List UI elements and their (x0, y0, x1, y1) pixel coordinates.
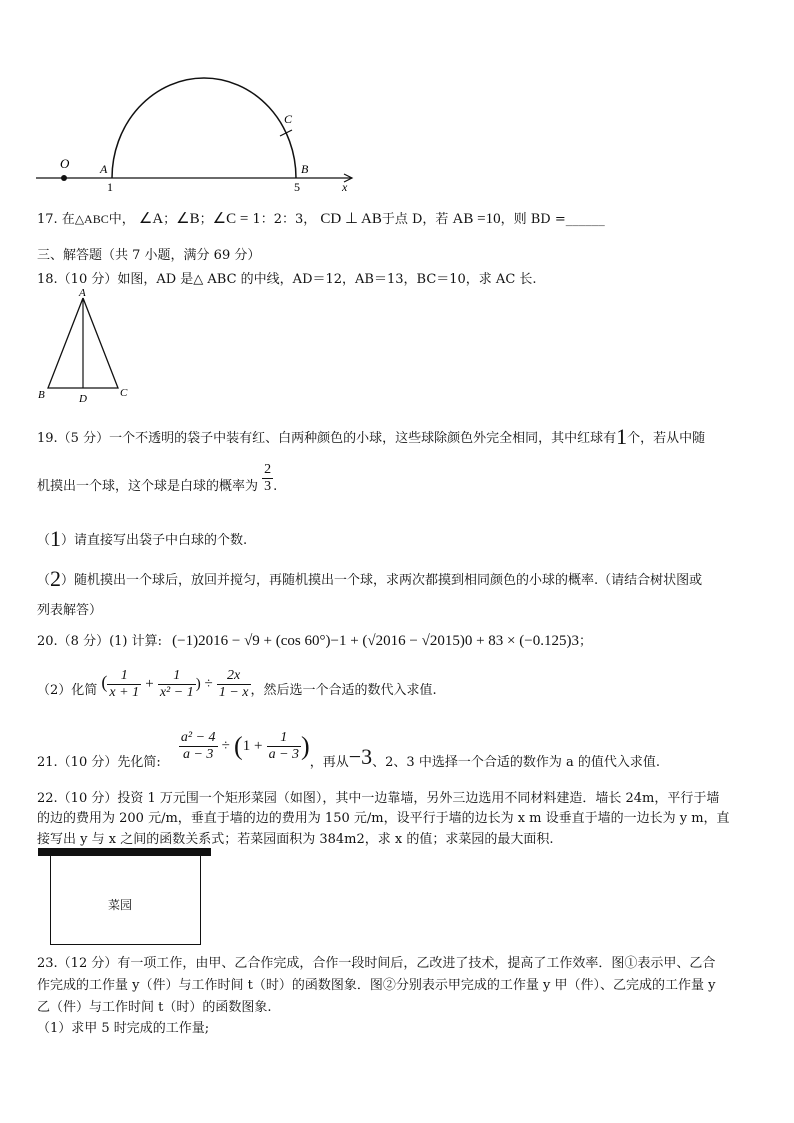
section-3-heading: 三、解答题（共 7 小题，满分 69 分） (37, 248, 261, 263)
question-22-line-1: 22.（10 分）投资 1 万元围一个矩形菜园（如图），其中一边靠墙，另外三边选用不同材料建造．墙长 24m，平行于墙 (37, 791, 720, 806)
q17-zhong: 中， (108, 212, 135, 227)
q17-angle-b: ∠B (176, 211, 200, 227)
question-19-part-2: （2）随机摸出一个球后，放回并搅匀，再随机摸出一个球，求两次都摸到相同颜色的小球的概率.（请结合树状图或 (37, 566, 703, 591)
fig18-label-c: C (120, 387, 128, 399)
q21-f1-den: a − 3 (182, 747, 214, 762)
q19-frac-numerator: 2 (264, 462, 272, 477)
question-19-line-2 (37, 462, 277, 495)
q20-fraction-2 (158, 668, 196, 701)
q19-frac-denominator: 3 (264, 479, 272, 494)
q17-prefix: 17. 在 (37, 212, 75, 227)
garden-wall (38, 848, 211, 856)
question-23-line-3: 乙（件）与工作时间 t（时）的函数图象. (37, 1000, 272, 1015)
q17-angle-a: ∠A (138, 211, 164, 227)
question-20-part-1 (37, 630, 592, 650)
point-o (61, 175, 67, 181)
question-23-line-2: 作完成的工作量 y（件）与工作时间 t（时）的函数图象．图②分别表示甲完成的工作量 y 甲（件）、乙完成的工作量 y (37, 978, 716, 993)
q20-divide: ) ÷ (195, 676, 213, 692)
q20-prefix: 20.（8 分）(1) 计算: (37, 634, 163, 649)
question-17 (37, 208, 605, 228)
q20-part2-tail: ，然后选一个合适的数代入求值. (250, 683, 437, 698)
q17-cd-perp-ab: CD ⊥ AB (320, 211, 382, 227)
question-20-part-2: （2）化简 ( $\frac{1}{x + 1}$ + $\frac{1}{\text{x² − 1}}$ ) ÷ $\frac{2x}{1 - x}$ ，然后选一个合适的数代入求值. (37, 668, 437, 700)
q19-part1-text: 请直接写出袋子中白球的个数. (74, 533, 248, 548)
question-23-line-1: 23.（12 分）有一项工作，由甲、乙合作完成，合作一段时间后，乙改进了技术，提高了工作效率．图①表示甲、乙合 (37, 956, 716, 971)
q20-plus: + (145, 676, 154, 692)
semicircle-arc (112, 78, 296, 178)
garden-label: 菜园 (108, 898, 133, 912)
question-18-text: 18.（10 分）如图，AD 是△ ABC 的中线，AD＝12，AB＝13，BC＝10，求 AC 长. (37, 272, 537, 287)
q20-f3-num: 2x (217, 668, 251, 685)
q19-line1b: 个，若从中随 (627, 431, 706, 446)
q20-f1-num: 1 (107, 668, 141, 685)
q21-neg-three: −3 (348, 744, 373, 769)
q19-probability-fraction (262, 462, 273, 495)
q21-tail-b: 、2、3 中选择一个合适的数作为 a 的值代入求值. (372, 755, 660, 770)
question-21: 21.（10 分）先化简: $\frac{\text{a² − 4}}{a - 3}$ ÷ (1 + $\frac{1}{a - 3}$ )，再从−3、2、3 中选择一个合适的数作为 a 的值代入求值. (37, 730, 660, 770)
q21-inner: 1 + (242, 738, 263, 754)
tick-label-1: 1 (107, 180, 113, 194)
q17-ratio: 1：2：3， (252, 212, 317, 227)
q21-f1-num: a² − 4 (180, 730, 216, 745)
q21-prefix: 21.（10 分）先化简: (37, 755, 161, 770)
q19-part2-text: 随机摸出一个球后，放回并搅匀，再随机摸出一个球，求两次都摸到相同颜色的小球的概率.（请结合树状图或 (74, 573, 703, 588)
fig18-label-a: A (79, 288, 86, 299)
q20-expression: (−1)2016 − √9 + (cos 60°)−1 + (√2016 − √2015)0 + 83 × (−0.125)3 (172, 633, 579, 649)
label-b: B (301, 162, 309, 176)
q21-f2-den: a − 3 (268, 747, 300, 762)
fig18-label-b: B (38, 389, 45, 401)
label-c: C (284, 112, 293, 126)
q19-part1-number: 1 (50, 526, 62, 551)
q17-ab-10: AB =10 (452, 211, 501, 227)
q19-line2a: 机摸出一个球，这个球是白球的概率为 (37, 479, 259, 494)
label-a: A (100, 162, 108, 176)
number-line-semicircle-figure (30, 60, 360, 195)
q20-fraction-1 (107, 668, 141, 701)
q21-tail-a: ，再从 (309, 755, 349, 770)
q21-fraction-1 (179, 730, 218, 763)
q19-line1a: 19.（5 分）一个不透明的袋子中装有红、白两种颜色的小球，这些球除颜色外完全相同，其中红球有 (37, 431, 617, 446)
q20-f2-den: x² − 1 (159, 685, 194, 700)
q19-red-count: 1 (616, 424, 628, 449)
question-19-line-1 (37, 424, 705, 450)
label-o: O (60, 156, 70, 171)
q17-foot: 于点 D，若 (381, 212, 449, 227)
q17-sep2: ； (199, 212, 213, 227)
q21-fraction-2 (267, 730, 301, 763)
label-x: x (342, 180, 348, 194)
q17-sep1: ； (163, 212, 177, 227)
q19-part2-number: 2 (50, 566, 62, 591)
q20-f1-den: x + 1 (109, 685, 140, 700)
q17-answer-blank: ______ (565, 212, 605, 227)
q21-divide: ÷ (221, 738, 230, 754)
q17-angle-c: ∠C = (212, 211, 249, 227)
question-23-line-4: （1）求甲 5 时完成的工作量; (37, 1021, 210, 1036)
q20-f2-num: 1 (158, 668, 196, 685)
q20-fraction-3 (217, 668, 251, 701)
q21-f2-num: 1 (267, 730, 301, 747)
question-22-line-3: 接写出 y 与 x 之间的函数关系式；若菜园面积为 384m2，求 x 的值；求菜园的最大面积. (37, 832, 554, 847)
question-19-part-2-cont: 列表解答） (37, 603, 103, 618)
q20-f3-den: 1 − x (218, 685, 249, 700)
q20-part2-prefix: （2）化简 (37, 683, 98, 698)
q17-then: ，则 BD = (500, 212, 566, 227)
question-19-part-1: （1）请直接写出袋子中白球的个数. (37, 526, 248, 551)
fig18-label-d: D (79, 393, 87, 405)
q20-tail: ； (578, 634, 592, 649)
tick-label-5: 5 (294, 180, 300, 194)
triangle-abc-figure (36, 288, 136, 406)
question-22-line-2: 的边的费用为 200 元/m，垂直于墙的边的费用为 150 元/m，设平行于墙的边长为 x m 设垂直于墙的一边长为 y m，直 (37, 811, 730, 826)
q17-triangle: △ABC (74, 212, 109, 226)
q19-line2b: . (273, 479, 278, 494)
